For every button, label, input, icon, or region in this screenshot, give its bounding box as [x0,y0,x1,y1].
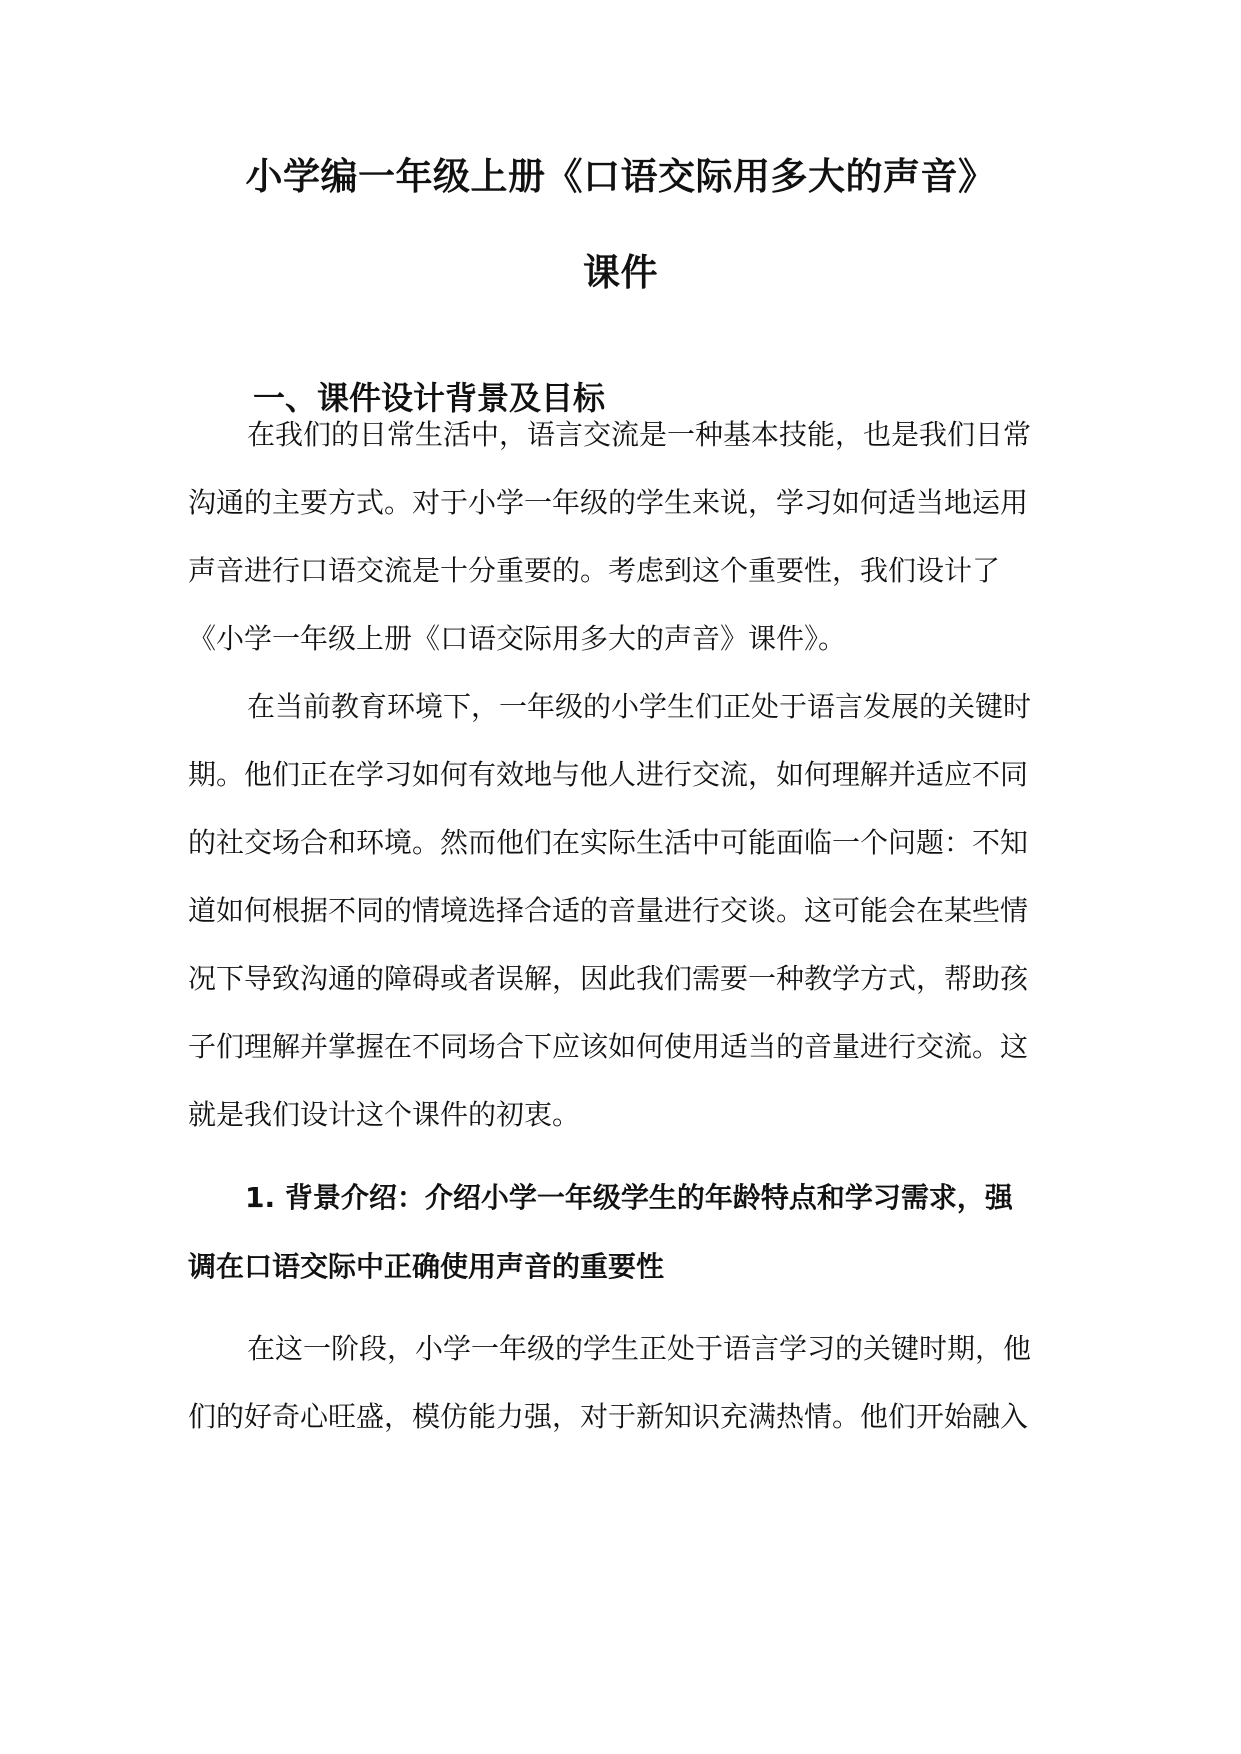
subsection-heading-line: 调在口语交际中正确使用声音的重要性 [188,1250,665,1283]
paragraph-line: 子们理解并掌握在不同场合下应该如何使用适当的音量进行交流。这 [188,1030,1029,1063]
paragraph-line: 期。他们正在学习如何有效地与他人进行交流，如何理解并适应不同 [188,758,1029,791]
document-title-line-1: 小学编一年级上册《口语交际用多大的声音》 [245,155,996,198]
paragraph-line: 在这一阶段，小学一年级的学生正处于语言学习的关键时期，他 [247,1332,1032,1365]
paragraph-line: 道如何根据不同的情境选择合适的音量进行交谈。这可能会在某些情 [188,894,1029,927]
paragraph-line: 就是我们设计这个课件的初衷。 [188,1098,581,1131]
paragraph-line: 声音进行口语交流是十分重要的。考虑到这个重要性，我们设计了 [188,554,1001,587]
paragraph-line: 《小学一年级上册《口语交际用多大的声音》课件》。 [188,622,847,655]
paragraph-line: 的社交场合和环境。然而他们在实际生活中可能面临一个问题：不知 [188,826,1029,859]
section-heading: 一、课件设计背景及目标 [253,379,606,417]
document-title-line-2: 课件 [583,251,658,294]
paragraph-line: 况下导致沟通的障碍或者误解，因此我们需要一种教学方式，帮助孩 [188,962,1029,995]
subsection-heading-line: 1. 背景介绍：介绍小学一年级学生的年龄特点和学习需求，强 [245,1181,1013,1214]
paragraph-line: 沟通的主要方式。对于小学一年级的学生来说，学习如何适当地运用 [188,486,1029,519]
paragraph-line: 在当前教育环境下，一年级的小学生们正处于语言发展的关键时 [247,690,1032,723]
paragraph-line: 在我们的日常生活中，语言交流是一种基本技能，也是我们日常 [247,418,1032,451]
paragraph-line: 们的好奇心旺盛，模仿能力强，对于新知识充满热情。他们开始融入 [188,1400,1029,1433]
